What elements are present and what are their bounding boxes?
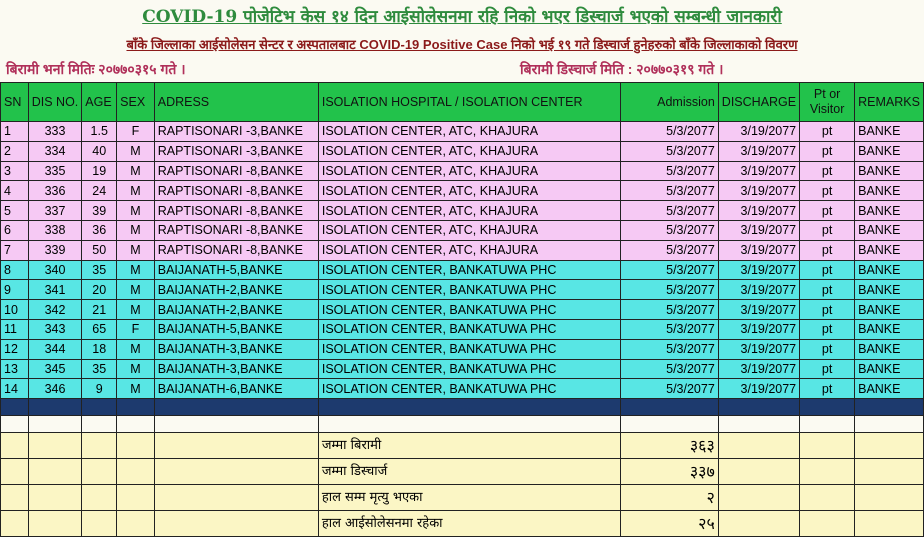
table-row — [1, 339, 924, 359]
summary-empty-cell — [1, 485, 29, 511]
summary-empty-cell — [82, 459, 117, 485]
cell-sex: F — [117, 122, 155, 142]
cell-discharge: 3/19/2077 — [718, 122, 799, 142]
cell-admission: 5/3/2077 — [621, 181, 719, 201]
cell-center: ISOLATION CENTER, ATC, KHAJURA — [318, 240, 620, 260]
table-row — [1, 141, 924, 161]
cell-admission: 5/3/2077 — [621, 161, 719, 181]
cell-age: 35 — [82, 260, 117, 280]
cell-sex: F — [117, 319, 155, 339]
cell-center: ISOLATION CENTER, ATC, KHAJURA — [318, 161, 620, 181]
cell-pt-or-visitor: pt — [800, 260, 855, 280]
cell-sex: M — [117, 280, 155, 300]
summary-empty-cell — [82, 511, 117, 537]
cell-admission: 5/3/2077 — [621, 220, 719, 240]
table-row — [1, 201, 924, 221]
cell-dis-no: 336 — [28, 181, 82, 201]
cell-address: RAPTISONARI -3,BANKE — [154, 122, 318, 142]
cell-address: BAIJANATH-2,BANKE — [154, 280, 318, 300]
cell-remarks: BANKE — [855, 161, 924, 181]
cell-admission: 5/3/2077 — [621, 201, 719, 221]
cell-address: RAPTISONARI -3,BANKE — [154, 141, 318, 161]
cell-admission: 5/3/2077 — [621, 240, 719, 260]
cell-age: 35 — [82, 359, 117, 379]
summary-row — [1, 485, 924, 511]
cell-remarks: BANKE — [855, 379, 924, 399]
cell-sex: M — [117, 359, 155, 379]
cell-address: BAIJANATH-3,BANKE — [154, 359, 318, 379]
cell-sex: M — [117, 201, 155, 221]
summary-empty-cell — [28, 511, 82, 537]
cell-sn: 3 — [1, 161, 29, 181]
summary-value: २ — [621, 485, 719, 511]
cell-sex: M — [117, 260, 155, 280]
cell-discharge: 3/19/2077 — [718, 319, 799, 339]
cell-sn: 11 — [1, 319, 29, 339]
cell-age: 39 — [82, 201, 117, 221]
cell-dis-no: 341 — [28, 280, 82, 300]
summary-empty-cell — [718, 485, 799, 511]
summary-empty-cell — [1, 511, 29, 537]
cell-remarks: BANKE — [855, 240, 924, 260]
summary-empty-cell — [82, 433, 117, 459]
summary-empty-cell — [800, 459, 855, 485]
summary-empty-cell — [718, 433, 799, 459]
cell-discharge: 3/19/2077 — [718, 240, 799, 260]
header-sex: SEX — [117, 83, 155, 122]
cell-sn: 13 — [1, 359, 29, 379]
summary-empty-cell — [154, 485, 318, 511]
cell-center: ISOLATION CENTER, ATC, KHAJURA — [318, 122, 620, 142]
summary-empty-cell — [718, 459, 799, 485]
summary-empty-cell — [28, 459, 82, 485]
cell-dis-no: 337 — [28, 201, 82, 221]
cell-sex: M — [117, 141, 155, 161]
cell-pt-or-visitor: pt — [800, 141, 855, 161]
cell-sex: M — [117, 181, 155, 201]
cell-remarks: BANKE — [855, 201, 924, 221]
table-row — [1, 181, 924, 201]
cell-admission: 5/3/2077 — [621, 280, 719, 300]
cell-sex: M — [117, 300, 155, 320]
header-center: ISOLATION HOSPITAL / ISOLATION CENTER — [318, 83, 620, 122]
cell-admission: 5/3/2077 — [621, 122, 719, 142]
table-row — [1, 122, 924, 142]
cell-sn: 6 — [1, 220, 29, 240]
cell-discharge: 3/19/2077 — [718, 300, 799, 320]
cell-age: 1.5 — [82, 122, 117, 142]
header-discharge: DISCHARGE — [718, 83, 799, 122]
cell-address: BAIJANATH-3,BANKE — [154, 339, 318, 359]
cell-sn: 2 — [1, 141, 29, 161]
cell-discharge: 3/19/2077 — [718, 339, 799, 359]
cell-sex: M — [117, 220, 155, 240]
header-address: ADRESS — [154, 83, 318, 122]
cell-sn: 10 — [1, 300, 29, 320]
admission-date-label: बिरामी भर्ना मितिः २०७७०३१५ गते । — [6, 61, 186, 77]
cell-remarks: BANKE — [855, 122, 924, 142]
cell-pt-or-visitor: pt — [800, 122, 855, 142]
header-remarks: REMARKS — [855, 83, 924, 122]
summary-empty-cell — [1, 459, 29, 485]
cell-dis-no: 340 — [28, 260, 82, 280]
summary-empty-cell — [718, 511, 799, 537]
cell-remarks: BANKE — [855, 359, 924, 379]
cell-center: ISOLATION CENTER, BANKATUWA PHC — [318, 319, 620, 339]
cell-dis-no: 343 — [28, 319, 82, 339]
cell-center: ISOLATION CENTER, BANKATUWA PHC — [318, 379, 620, 399]
cell-sn: 9 — [1, 280, 29, 300]
cell-admission: 5/3/2077 — [621, 260, 719, 280]
summary-empty-cell — [117, 511, 155, 537]
cell-discharge: 3/19/2077 — [718, 141, 799, 161]
cell-dis-no: 333 — [28, 122, 82, 142]
header-sn: SN — [1, 83, 29, 122]
cell-center: ISOLATION CENTER, BANKATUWA PHC — [318, 359, 620, 379]
cell-sn: 4 — [1, 181, 29, 201]
summary-empty-cell — [117, 485, 155, 511]
summary-empty-cell — [117, 433, 155, 459]
table-row — [1, 379, 924, 399]
cell-sn: 14 — [1, 379, 29, 399]
table-row — [1, 220, 924, 240]
table-row — [1, 240, 924, 260]
cell-discharge: 3/19/2077 — [718, 260, 799, 280]
cell-age: 19 — [82, 161, 117, 181]
cell-sex: M — [117, 240, 155, 260]
cell-address: RAPTISONARI -8,BANKE — [154, 161, 318, 181]
discharge-table — [0, 82, 924, 537]
cell-admission: 5/3/2077 — [621, 141, 719, 161]
cell-address: BAIJANATH-6,BANKE — [154, 379, 318, 399]
cell-address: BAIJANATH-5,BANKE — [154, 260, 318, 280]
cell-admission: 5/3/2077 — [621, 379, 719, 399]
cell-center: ISOLATION CENTER, BANKATUWA PHC — [318, 339, 620, 359]
summary-label: जम्मा डिस्चार्ज — [318, 459, 620, 485]
cell-pt-or-visitor: pt — [800, 280, 855, 300]
cell-center: ISOLATION CENTER, BANKATUWA PHC — [318, 260, 620, 280]
cell-dis-no: 335 — [28, 161, 82, 181]
cell-discharge: 3/19/2077 — [718, 359, 799, 379]
cell-center: ISOLATION CENTER, ATC, KHAJURA — [318, 181, 620, 201]
cell-remarks: BANKE — [855, 319, 924, 339]
cell-age: 9 — [82, 379, 117, 399]
summary-value: ३३७ — [621, 459, 719, 485]
summary-row — [1, 459, 924, 485]
table-row — [1, 300, 924, 320]
cell-admission: 5/3/2077 — [621, 359, 719, 379]
table-row — [1, 260, 924, 280]
summary-empty-cell — [117, 459, 155, 485]
cell-pt-or-visitor: pt — [800, 379, 855, 399]
cell-pt-or-visitor: pt — [800, 359, 855, 379]
summary-empty-cell — [154, 511, 318, 537]
cell-dis-no: 345 — [28, 359, 82, 379]
cell-dis-no: 342 — [28, 300, 82, 320]
cell-admission: 5/3/2077 — [621, 319, 719, 339]
cell-remarks: BANKE — [855, 339, 924, 359]
cell-remarks: BANKE — [855, 141, 924, 161]
cell-discharge: 3/19/2077 — [718, 280, 799, 300]
summary-empty-cell — [1, 433, 29, 459]
header-pt-or-visitor: Pt or Visitor — [800, 83, 855, 122]
cell-sex: M — [117, 339, 155, 359]
cell-sn: 5 — [1, 201, 29, 221]
table-row — [1, 319, 924, 339]
cell-age: 20 — [82, 280, 117, 300]
header-admission: Admission — [621, 83, 719, 122]
page-subtitle: बाँके जिल्लाका आईसोलेसन सेन्टर र अस्पतालबाट COVID-19 Positive Case निको भई १९ गते डिस्चार्ज हुनेहरुको बाँके जिल्लाकाको विवरण — [126, 37, 798, 52]
cell-age: 21 — [82, 300, 117, 320]
cell-remarks: BANKE — [855, 181, 924, 201]
cell-sn: 8 — [1, 260, 29, 280]
cell-address: RAPTISONARI -8,BANKE — [154, 240, 318, 260]
page-title: COVID-19 पोजेटिभ केस १४ दिन आईसोलेसनमा रहि निको भएर डिस्चार्ज भएको सम्बन्धी जानकारी — [142, 7, 782, 27]
cell-pt-or-visitor: pt — [800, 220, 855, 240]
cell-age: 36 — [82, 220, 117, 240]
summary-empty-cell — [28, 433, 82, 459]
summary-empty-cell — [855, 485, 924, 511]
cell-center: ISOLATION CENTER, ATC, KHAJURA — [318, 201, 620, 221]
summary-empty-cell — [855, 433, 924, 459]
summary-label: हाल सम्म मृत्यु भएका — [318, 485, 620, 511]
cell-pt-or-visitor: pt — [800, 201, 855, 221]
cell-address: BAIJANATH-5,BANKE — [154, 319, 318, 339]
cell-remarks: BANKE — [855, 260, 924, 280]
cell-age: 24 — [82, 181, 117, 201]
header-age: AGE — [82, 83, 117, 122]
cell-sex: M — [117, 379, 155, 399]
cell-dis-no: 338 — [28, 220, 82, 240]
table-header-row — [1, 83, 924, 122]
cell-age: 50 — [82, 240, 117, 260]
cell-sex: M — [117, 161, 155, 181]
table-row — [1, 161, 924, 181]
summary-empty-cell — [800, 433, 855, 459]
cell-remarks: BANKE — [855, 300, 924, 320]
cell-discharge: 3/19/2077 — [718, 181, 799, 201]
cell-center: ISOLATION CENTER, ATC, KHAJURA — [318, 141, 620, 161]
cell-pt-or-visitor: pt — [800, 161, 855, 181]
summary-label: जम्मा बिरामी — [318, 433, 620, 459]
cell-center: ISOLATION CENTER, BANKATUWA PHC — [318, 300, 620, 320]
summary-row — [1, 511, 924, 537]
summary-label: हाल आईसोलेसनमा रहेका — [318, 511, 620, 537]
summary-empty-cell — [154, 459, 318, 485]
cell-dis-no: 339 — [28, 240, 82, 260]
cell-discharge: 3/19/2077 — [718, 379, 799, 399]
summary-empty-cell — [800, 511, 855, 537]
summary-empty-cell — [800, 485, 855, 511]
cell-address: RAPTISONARI -8,BANKE — [154, 220, 318, 240]
summary-row — [1, 433, 924, 459]
cell-remarks: BANKE — [855, 220, 924, 240]
table-row — [1, 359, 924, 379]
cell-age: 18 — [82, 339, 117, 359]
summary-value: ३६३ — [621, 433, 719, 459]
cell-age: 40 — [82, 141, 117, 161]
blank-row — [1, 416, 924, 433]
cell-discharge: 3/19/2077 — [718, 220, 799, 240]
cell-age: 65 — [82, 319, 117, 339]
cell-dis-no: 344 — [28, 339, 82, 359]
summary-empty-cell — [855, 511, 924, 537]
cell-admission: 5/3/2077 — [621, 300, 719, 320]
summary-empty-cell — [82, 485, 117, 511]
cell-center: ISOLATION CENTER, ATC, KHAJURA — [318, 220, 620, 240]
summary-value: २५ — [621, 511, 719, 537]
separator-row — [1, 399, 924, 416]
cell-pt-or-visitor: pt — [800, 300, 855, 320]
cell-remarks: BANKE — [855, 280, 924, 300]
summary-empty-cell — [28, 485, 82, 511]
cell-pt-or-visitor: pt — [800, 339, 855, 359]
header-dis-no: DIS NO. — [28, 83, 82, 122]
cell-address: RAPTISONARI -8,BANKE — [154, 181, 318, 201]
cell-center: ISOLATION CENTER, BANKATUWA PHC — [318, 280, 620, 300]
cell-admission: 5/3/2077 — [621, 339, 719, 359]
cell-dis-no: 346 — [28, 379, 82, 399]
cell-sn: 12 — [1, 339, 29, 359]
cell-pt-or-visitor: pt — [800, 181, 855, 201]
cell-address: RAPTISONARI -8,BANKE — [154, 201, 318, 221]
cell-pt-or-visitor: pt — [800, 240, 855, 260]
cell-discharge: 3/19/2077 — [718, 161, 799, 181]
table-row — [1, 280, 924, 300]
cell-sn: 1 — [1, 122, 29, 142]
discharge-date-label: बिरामी डिस्चार्ज मिति : २०७७०३१९ गते । — [520, 61, 724, 77]
cell-dis-no: 334 — [28, 141, 82, 161]
cell-sn: 7 — [1, 240, 29, 260]
cell-address: BAIJANATH-2,BANKE — [154, 300, 318, 320]
summary-empty-cell — [154, 433, 318, 459]
cell-pt-or-visitor: pt — [800, 319, 855, 339]
cell-discharge: 3/19/2077 — [718, 201, 799, 221]
summary-empty-cell — [855, 459, 924, 485]
